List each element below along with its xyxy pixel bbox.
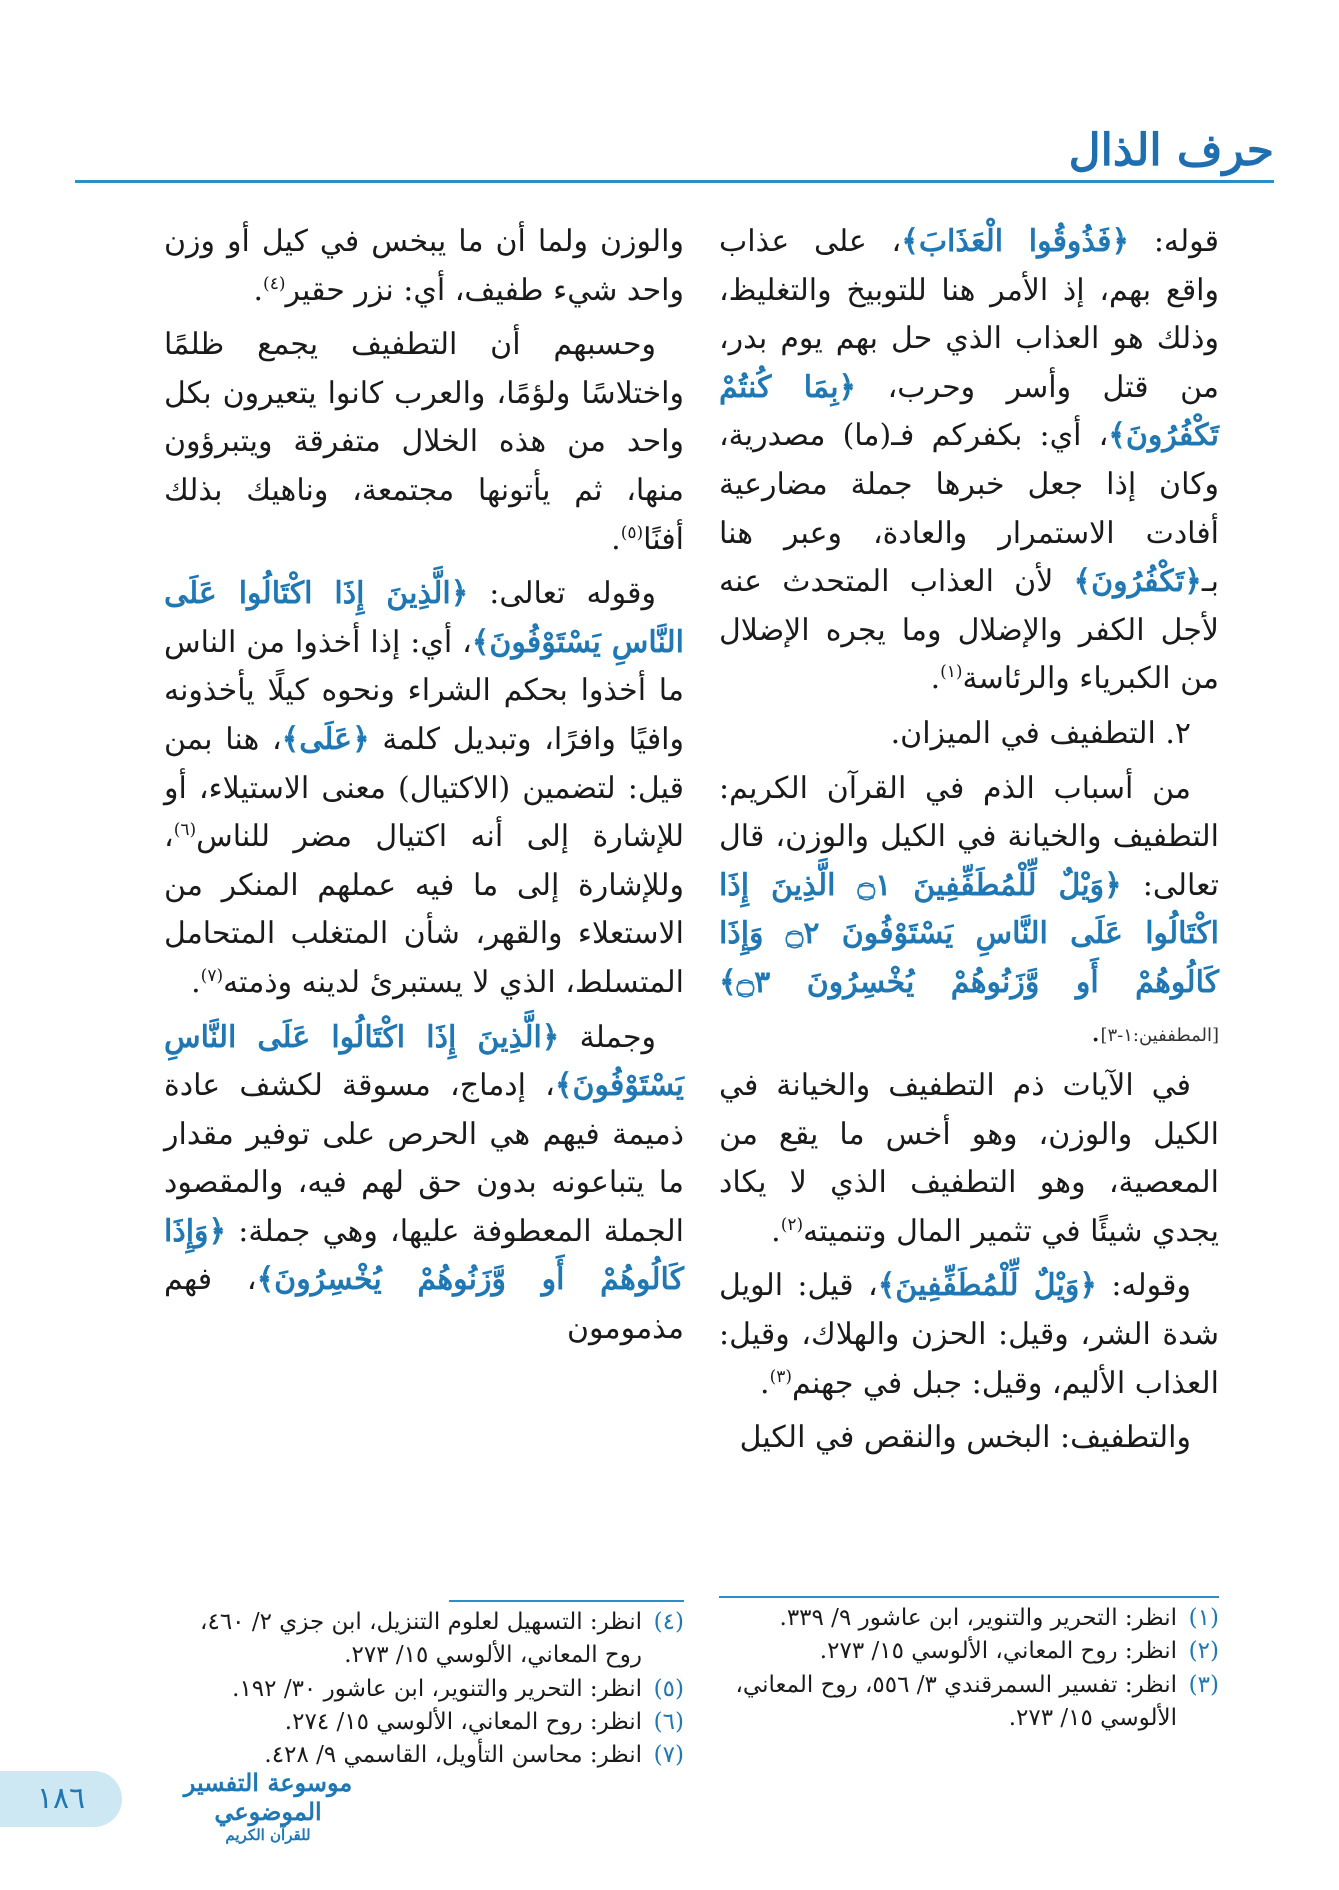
footnote-number: (٣) (1188, 1671, 1219, 1698)
text: . (1090, 1013, 1101, 1049)
quran-verse: ﴿وَيْلٌ لِّلْمُطَفِّفِينَ ۝١ الَّذِينَ إِذَا اكْتَالُوا عَلَى النَّاسِ يَسْتَوْفُونَ ۝٢ وَإِذَا كَالُوهُمْ أَو وَّزَنُوهُمْ يُخْسِرُونَ ۝٣﴾ (719, 867, 1219, 1000)
footnote-ref[interactable]: (٧) (200, 965, 224, 986)
text: وحسبهم أن التطفيف يجمع ظلمًا واختلاسًا ولؤمًا، والعرب كانوا يتعيرون بكل واحد من هذه الخلال متفرقة ويتبرؤون منها، ثم يأتونها مجتمعة، وناهيك بذلك أفنًا (164, 327, 684, 557)
quran-verse: ﴿الَّذِينَ إِذَا اكْتَالُوا عَلَى النَّاسِ يَسْتَوْفُونَ﴾ (164, 576, 684, 660)
footnote-number: (٢) (1188, 1638, 1219, 1665)
footnote-text: انظر: تفسير السمرقندي ٣/ ٥٥٦، روح المعاني، الألوسي ١٥/ ٢٧٣. (735, 1671, 1177, 1732)
text: من أسباب الذم في القرآن الكريم: التطفيف والخيانة في الكيل والوزن، قال تعالى: (719, 770, 1219, 903)
footnote-number: (٦) (653, 1709, 684, 1736)
quran-verse: ﴿تَكْفُرُونَ﴾ (1073, 564, 1202, 600)
paragraph (164, 321, 684, 564)
footnote-text: انظر: التسهيل لعلوم التنزيل، ابن جزي ٢/ ٤٦٠، روح المعاني، الألوسي ١٥/ ٢٧٣. (200, 1609, 642, 1669)
text: قوله: (1129, 224, 1219, 259)
quran-verse: ﴿وَإِذَا كَالُوهُمْ أَو وَّزَنُوهُمْ يُخْسِرُونَ﴾ (164, 1213, 684, 1298)
footnote-ref[interactable]: (٤) (263, 273, 286, 294)
footnote-text: انظر: روح المعاني، الألوسي ١٥/ ٢٧٣. (819, 1638, 1177, 1665)
text: ، قيل: الويل شدة الشر، وقيل: الحزن والهلاك، وقيل: العذاب الأليم، وقيل: جبل في جهنم (719, 1268, 1219, 1401)
footnote-number: (٥) (653, 1675, 684, 1702)
logo-title: موسوعة التفسير الموضوعي (183, 1768, 353, 1826)
text: ، أي: إذا أخذوا من الناس ما أخذوا بحكم الشراء ونحوه كيلًا يأخذونه وافيًا وافرًا، وتبديل كلمة (164, 624, 684, 757)
page-number: ١٨٦ (0, 1771, 122, 1827)
footnote-divider (719, 1596, 1219, 1598)
right-column (719, 218, 1219, 1469)
text: وقوله: (1096, 1268, 1191, 1304)
footnote-ref[interactable]: (٥) (620, 522, 644, 543)
subheading: ٢. التطفيف في الميزان. (890, 715, 1191, 751)
encyclopedia-logo (148, 1768, 388, 1844)
footnotes-left (164, 1600, 684, 1773)
footnote-text: انظر: التحرير والتنوير، ابن عاشور ٣٠/ ١٩٢. (232, 1675, 642, 1702)
text: . (771, 1213, 781, 1249)
text: . (191, 964, 201, 1000)
footnote-ref[interactable]: (٢) (780, 1214, 804, 1235)
paragraph (164, 570, 684, 1007)
footnote-number: (٤) (653, 1609, 684, 1635)
text: وجملة (559, 1019, 656, 1055)
footnote-number: (٧) (653, 1742, 684, 1769)
text: . (253, 272, 264, 308)
text: . (760, 1365, 770, 1401)
quran-verse: ﴿الَّذِينَ إِذَا اكْتَالُوا عَلَى النَّاسِ يَسْتَوْفُونَ﴾ (164, 1019, 684, 1104)
footnote-text: انظر: محاسن التأويل، القاسمي ٩/ ٤٢٨. (264, 1742, 642, 1769)
text: ، على عذاب واقع بهم، إذ الأمر هنا للتوبيخ والتغليظ، وذلك هو العذاب الذي حل بهم يوم بدر، من قتل وأسر وحرب، (719, 224, 1220, 405)
paragraph (719, 218, 1219, 704)
text: والوزن ولما أن ما يبخس في كيل أو وزن واحد شيء طفيف، أي: نزر حقير (164, 224, 684, 308)
section-title: حرف الذال (1068, 125, 1274, 176)
text: ، هنا بمن قيل: لتضمين (الاكتيال) معنى الاستيلاء، أو للإشارة إلى أنه اكتيال مضر للناس (164, 721, 684, 855)
logo-subtitle: للقرآن الكريم (225, 1826, 311, 1844)
footnote (719, 1635, 1219, 1668)
text: في الآيات ذم التطفيف والخيانة في الكيل والوزن، وهو أخس ما يقع من المعصية، وهو التطفيف الذي لا يكاد يجدي شيئًا في تثمير المال وتنميته (719, 1068, 1219, 1249)
footnote (164, 1673, 684, 1706)
quran-verse: ﴿بِمَا كُنتُمْ تَكْفُرُونَ﴾ (719, 369, 1219, 454)
text: ، فهم مذمومون (164, 1262, 684, 1347)
footnote (719, 1602, 1219, 1635)
text: وقوله تعالى: (468, 576, 656, 612)
footnote-text: انظر: روح المعاني، الألوسي ١٥/ ٢٧٤. (284, 1709, 642, 1736)
quran-verse: ﴿وَيْلٌ لِّلْمُطَفِّفِينَ﴾ (877, 1268, 1097, 1304)
footnote-divider (449, 1600, 684, 1602)
footnotes-right (719, 1596, 1219, 1735)
page-header (75, 120, 1274, 183)
text: . (930, 661, 941, 697)
text: ، إدماج، مسوقة لكشف عادة ذميمة فيهم هي الحرص على توفير مقدار ما يتباعونه بدون حق لهم فيه، والمقصود الجملة المعطوفة عليها، وهي جملة: (164, 1068, 684, 1249)
paragraph: والتطفيف: البخس والنقص في الكيل (739, 1420, 1191, 1456)
footnote-text: انظر: التحرير والتنوير، ابن عاشور ٩/ ٣٣٩. (779, 1605, 1177, 1631)
footnote (719, 1669, 1219, 1736)
text: ، أي: بكفركم فـ(ما) مصدرية، وكان إذا جعل خبرها جملة مضارعية أفادت الاستمرار والعادة، وعبر هنا بـ (719, 418, 1219, 600)
paragraph (719, 1062, 1219, 1256)
quran-verse: ﴿فَذُوقُوا الْعَذَابَ﴾ (901, 224, 1130, 259)
paragraph (164, 1014, 684, 1354)
paragraph (719, 765, 1219, 1057)
left-column (164, 218, 684, 1360)
footnote-ref[interactable]: (١) (940, 662, 963, 683)
quran-verse: ﴿عَلَى﴾ (281, 721, 370, 757)
paragraph (719, 1262, 1219, 1408)
verse-reference: [المطففين:١-٣] (1100, 1024, 1219, 1046)
text: ، وللإشارة إلى ما فيه عملهم المنكر من الاستعلاء والقهر، شأن المتغلب المتحامل المتسلط، الذي لا يستبرئ لدينه وذمته (164, 819, 684, 1000)
footnote-number: (١) (1188, 1605, 1219, 1631)
paragraph (164, 218, 684, 315)
footnote-ref[interactable]: (٣) (769, 1366, 792, 1387)
footnote (164, 1706, 684, 1739)
text: . (611, 521, 621, 557)
text: لأن العذاب المتحدث عنه لأجل الكفر والإضلال وما يجره الإضلال من الكبرياء والرئاسة (719, 564, 1219, 697)
footnote (164, 1606, 684, 1673)
footnote-ref[interactable]: (٦) (173, 820, 197, 841)
